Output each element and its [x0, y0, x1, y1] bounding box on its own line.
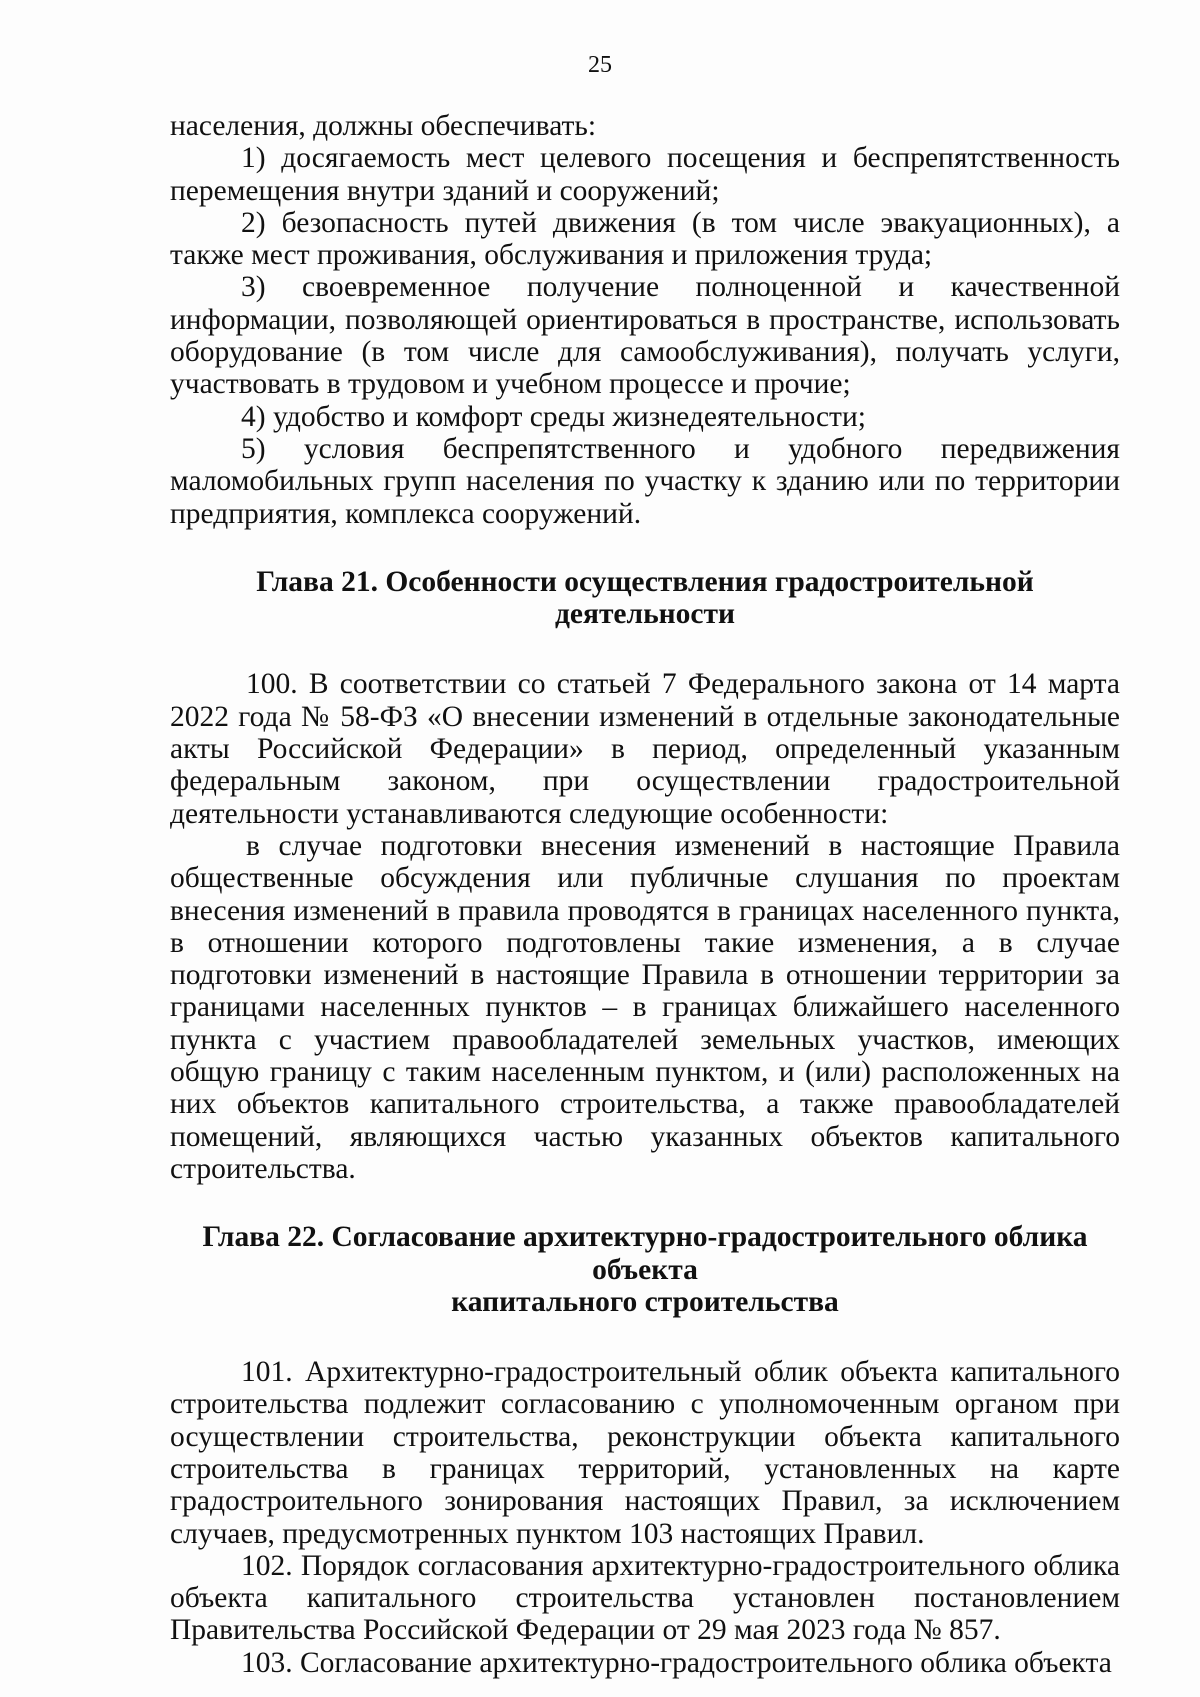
paragraph-103: 103. Согласование архитектурно-градостроительного облика объекта: [241, 1646, 1112, 1679]
list-item: 1) досягаемость мест целевого посещения и беспрепятственность перемещения внутри зданий и сооружений;: [170, 142, 1120, 207]
chapter-21-heading: Глава 21. Особенности осуществления градостроительной деятельности: [256, 565, 1034, 631]
paragraph-102: 102. Порядок согласования архитектурно-градостроительного облика объекта капитального строительства установлен постановлением Правительства Российской Федерации от 29 мая 2023 года № 857.: [170, 1549, 1120, 1647]
paragraph-100-body: в случае подготовки внесения изменений в настоящие Правила общественные обсуждения или публичные слушания по проектам внесения изменений в правила проводятся в границах населенного пункта, в отношении которого подготовлены такие изменения, а в случае подготовки изменений в настоящие Правила в отношении территории за границами населенных пунктов – в границах ближайшего населенного пункта с участием правообладателей земельных участков, имеющих общую границу с таким населенным пунктом, и (или) расположенных на них объектов капитального строительства, а также правообладателей помещений, являющихся частью указанных объектов капитального строительства.: [170, 829, 1120, 1185]
list-item: 3) своевременное получение полноценной и качественной информации, позволяющей ориентироваться в пространстве, использовать оборудование (в том числе для самообслуживания), получать услуги, участвовать в трудовом и учебном процессе и прочие;: [170, 271, 1120, 401]
intro-lead: населения, должны обеспечивать:: [170, 110, 597, 142]
paragraph-101: 101. Архитектурно-градостроительный облик объекта капитального строительства подлежит согласованию с уполномоченным органом при осуществлении строительства, реконструкции объекта капитального строительства в границах территорий, установленных на карте градостроительного зонирования настоящих Правил, за исключением случаев, предусмотренных пунктом 103 настоящих Правил.: [170, 1356, 1120, 1550]
chapter-22-heading-line2: капитального строительства: [451, 1285, 839, 1318]
page-number: 25: [588, 52, 612, 78]
list-item: 2) безопасность путей движения (в том числе эвакуационных), а также мест проживания, обслуживания и приложения труда;: [170, 206, 1120, 272]
page-content: [170, 110, 1120, 1679]
chapter-22-heading-line1: Глава 22. Согласование архитектурно-градостроительного облика объекта: [202, 1221, 1088, 1286]
list-item: 4) удобство и комфорт среды жизнедеятельности;: [241, 400, 866, 433]
paragraph-100: 100. В соответствии со статьей 7 Федерального закона от 14 марта 2022 года № 58-ФЗ «О внесении изменений в отдельные законодательные акты Российской Федерации» в период, определенный указанным федеральным законом, при осуществлении градостроительной деятельности устанавливаются следующие особенности:: [170, 668, 1120, 830]
list-item: 5) условия беспрепятственного и удобного передвижения маломобильных групп населения по участку к зданию или по территории предприятия, комплекса сооружений.: [170, 432, 1120, 530]
chapter-22-heading: [170, 1221, 1120, 1318]
